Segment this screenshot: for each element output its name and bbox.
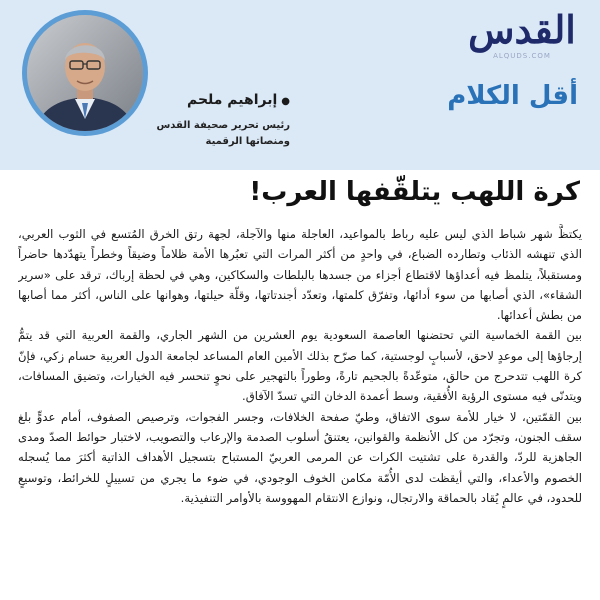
column-title: أقل الكلام <box>447 81 578 111</box>
newspaper-logo[interactable] <box>462 8 582 70</box>
author-name-line <box>150 90 290 112</box>
author-portrait-image <box>27 15 143 131</box>
article-body <box>18 224 582 594</box>
bullet-icon: ● <box>281 96 290 107</box>
article-paragraph-3: بين القمّتين، لا خيار للأمة سوى الاتفاق، وطيّ صفحة الخلافات، وجسر الفجوات، وترصيص الصفوف، أمام عدوٍّ بلغ سقف الجنون، وتجرّد من كل الأنظمة والقوانين، يعتنقُ أسلوب الصدمة والإرعاب والتصويب، لاختبار حوائط الصدّ ومدى الجاهزية للردّ، والقدرة على تشتيت الكرات عن المرمى العربيّ المستباح بتسجيل الأهداف الذاتية أكثرَ مما يُسجله الخصوم والأعداء، والتي أيقظت لدى الأُمّة مكامن الخوف الوجودي، في ضوء ما يجري من تسييلٍ للخرائط، وتوسيعٍ للحدود، في عالمٍ يُقاد بالحماقة والارتجال، ونوازع الانتقام المهووسة بالأوامر التنفيذية. <box>18 409 582 505</box>
author-photo <box>27 15 143 131</box>
article-headline: كرة اللهب يتلقّفها العرب! <box>249 177 580 207</box>
article-paragraph-2: بين القمة الخماسية التي تحتضنها العاصمة السعودية يوم العشرين من الشهر الجاري، والقمة العربية التي قد يتمُّ إرجاؤها إلى موعدٍ لاحق، لأسبابٍ لوجستية، كما صرّح بذلك الأمين العام المساعد لجامعة الدول العربية حسام زكي، فإنّ كرة اللهب تتدحرج من حالق، متوعّدةً بالجحيم تارةً، وطوراً بالتهجير على نحوٍ تنحسر فيه الخيارات، وتضيق المسافات، ويتدنّى فيه مستوى الرؤية الأُفقية، وسط أعمدة الدخان التي تسدّ الآفاق. <box>18 328 582 404</box>
author-role: رئيس تحرير صحيفة القدس ومنصاتها الرقمية <box>156 120 290 147</box>
article-paragraph-1: يكتظُّ شهر شباط الذي ليس عليه رباط بالمواعيد، العاجلة منها والآجلة، لجهة رتق الخرق المُتسع في الثوب العربي، الذي تنهشه الذئاب وتطارده الضباع، في واحدٍ من أكثر المرات التي تعبُرها الأمة ظلاماً وضيقاً وخطراً يتهدّدها حاضراً ومستقبلاً، يتلمظ فيه أعداؤها لاقتطاع أجزاء من جسدها بالبلطات والسكاكين، وهي في لحظة إرباك، ترقد على «سرير الشقاء»، الذي أصابها من سوء أدائها، وتفرّق كلمتها، وتعدّد أجندتاتها، وقلّة حيلتها، وهوانها على الناس، أكثر مما أصابها من بطش أعدائها. <box>18 227 582 323</box>
author-info <box>150 90 290 150</box>
author-name: إبراهيم ملحم <box>186 92 278 108</box>
logo-subtext: ALQUDS.COM <box>493 52 551 60</box>
logo-wordmark: القدس <box>468 7 576 52</box>
column-header <box>0 0 600 170</box>
author-photo-frame <box>22 10 148 136</box>
